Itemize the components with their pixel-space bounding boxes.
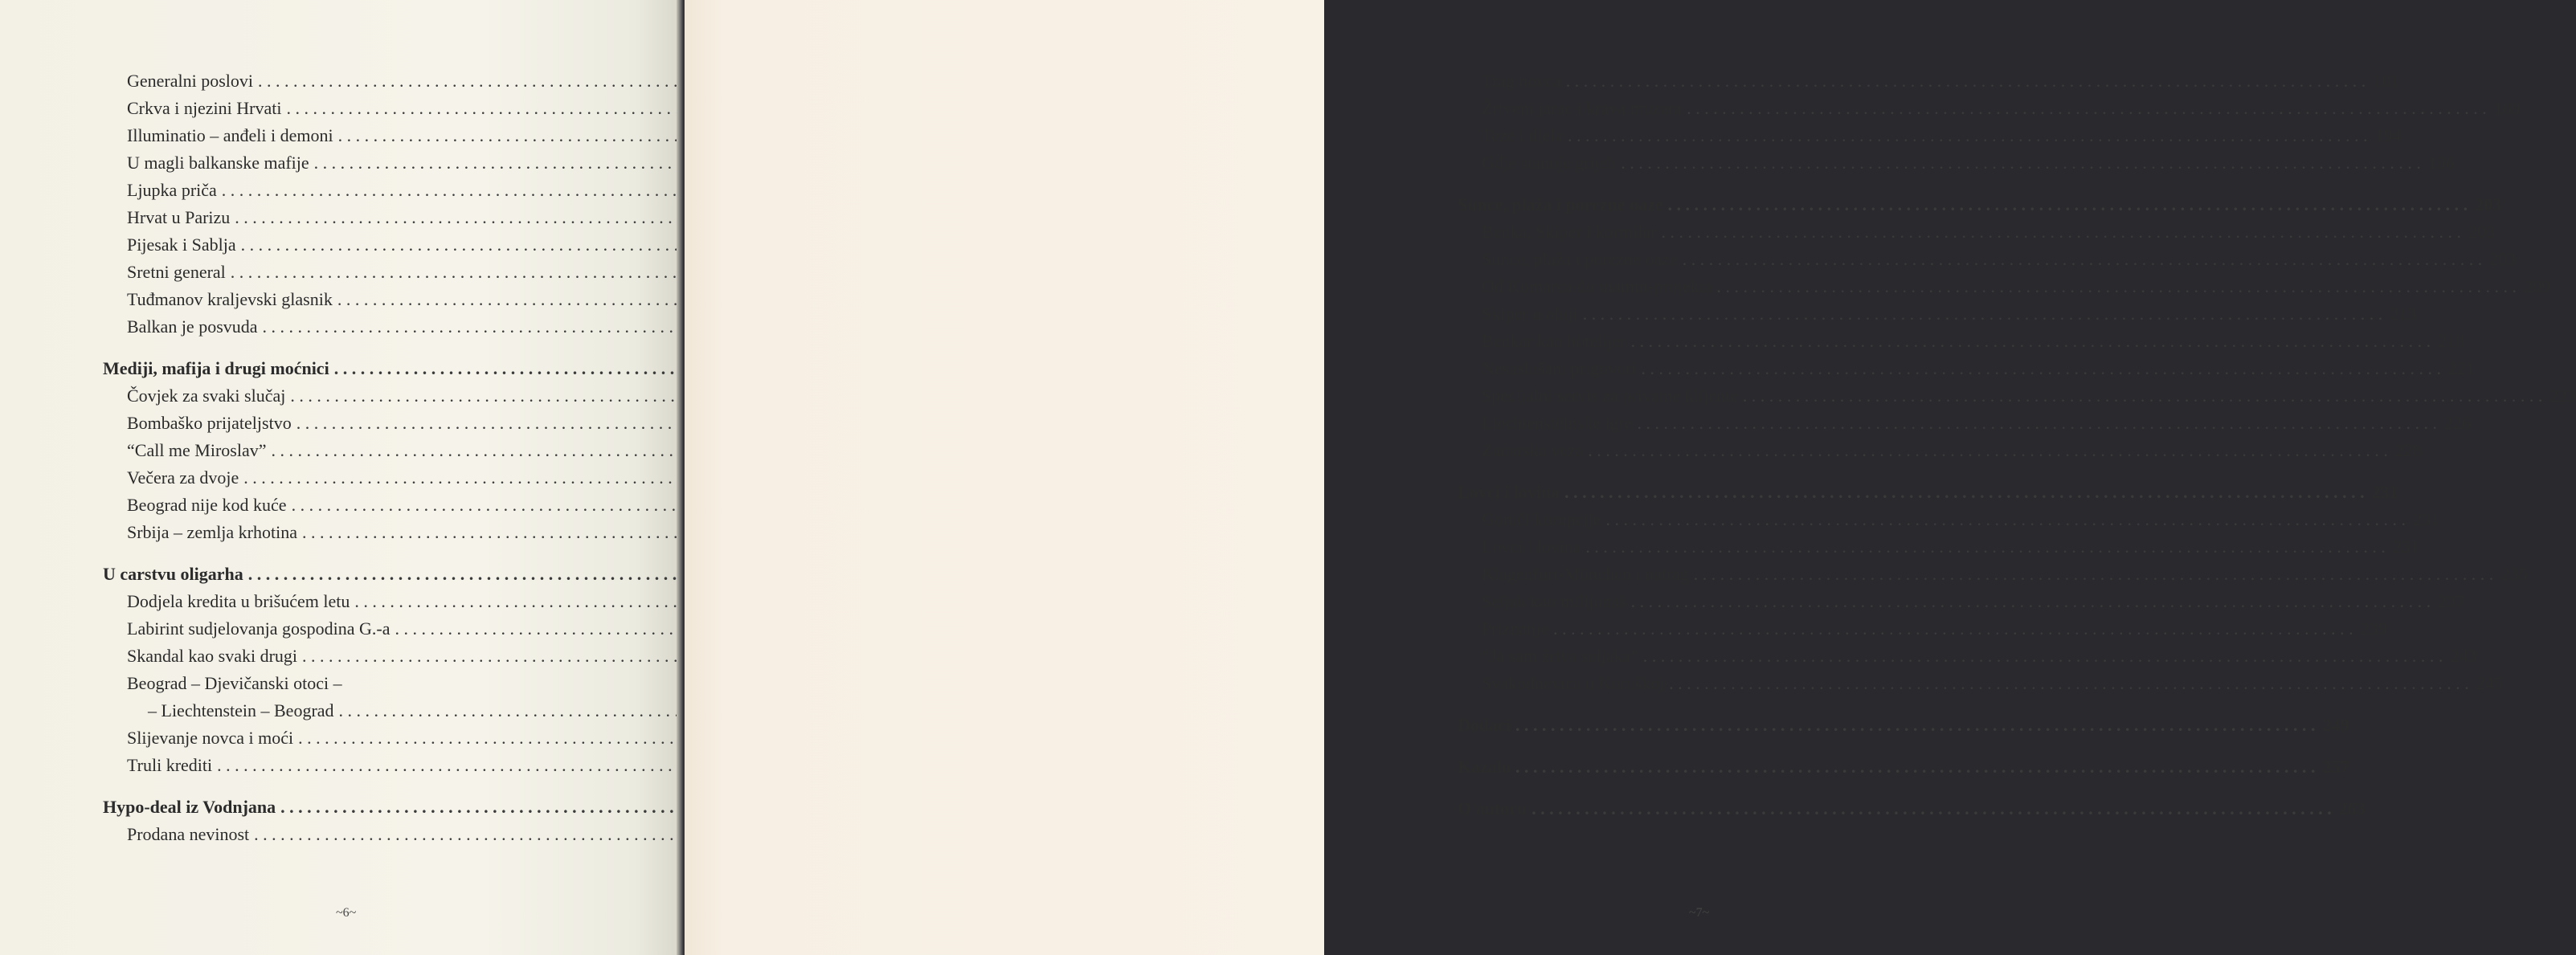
toc-entry-title: Priznanje (1482, 618, 1549, 639)
toc-leader-dots (1531, 798, 2332, 819)
toc-entry-title: Beograd nije kod kuće (127, 495, 287, 515)
toc-section-entry (1458, 276, 2551, 304)
toc-entry-title: Žrtveni jarac i krava muzara (1482, 98, 1683, 118)
toc-entry-title: Sretni general (127, 262, 226, 282)
toc-leader-dots (1643, 646, 2443, 667)
toc-entry-title: Tuđmanov kraljevski glasnik (127, 289, 333, 309)
toc-chapter-entry (103, 797, 595, 824)
toc-leader-dots (1694, 564, 2494, 585)
toc-section-entry (103, 591, 595, 618)
toc-entry-title: “Call me Miroslav” (127, 440, 267, 460)
toc-leader-dots (1638, 413, 2438, 434)
toc-entry-title: Od Komarca do mamut-projekta (1482, 276, 1712, 296)
toc-section-entry (1458, 125, 2402, 153)
toc-leader-dots (1515, 715, 2316, 736)
toc-entry-page-number: 213 (2390, 304, 2417, 324)
toc-entry-title: Srbija – zemlja krhotina (127, 522, 297, 542)
toc-entry-title: Večera za dvoje (127, 467, 239, 488)
toc-leader-dots (1641, 358, 2441, 379)
toc-section-entry (1458, 358, 2475, 386)
toc-entry-title: Bombaško prijateljstvo (127, 413, 292, 433)
toc-entry-title: Generalni poslovi (127, 71, 254, 91)
toc-section-entry (103, 522, 595, 549)
toc-section-entry (103, 755, 595, 782)
toc-leader-dots (1717, 276, 2517, 297)
toc-leader-dots (1621, 153, 2421, 173)
toc-section-entry (103, 413, 595, 440)
toc-entry-page-number: 223 (2549, 386, 2576, 406)
toc-entry-title: O autoru (1458, 798, 1527, 818)
toc-entry-page-number: 231 (2392, 537, 2419, 557)
toc-chapter-entry (1458, 757, 2349, 784)
toc-section-entry (103, 728, 595, 755)
toc-entry-title: Beograd – Djevičanski otoci – (127, 673, 342, 693)
toc-entry-page-number: 235 (2500, 564, 2528, 584)
toc-section-entry (103, 207, 595, 235)
toc-entry-title: Liechtensteinske igre (1482, 413, 1633, 433)
toc-entry-page-number: 203 (2468, 222, 2496, 242)
toc-entry-page-number: 203 (2475, 194, 2502, 214)
toc-leader-dots (1585, 537, 2386, 557)
toc-entry-page-number: 239 (2360, 618, 2387, 639)
toc-entry-page-number: 257 (2322, 757, 2349, 777)
toc-section-entry (1458, 386, 2576, 413)
toc-leader-dots (1588, 440, 2388, 461)
toc-entry-title: Seljak kao milijunaš (1482, 591, 1626, 611)
toc-section-entry (103, 700, 595, 728)
toc-section-entry (1458, 591, 2465, 618)
left-page (0, 0, 683, 955)
toc-entry-title: – Liechtenstein – Beograd (148, 700, 334, 720)
toc-section-entry (1458, 98, 2521, 125)
toc-section-entry (103, 673, 595, 700)
toc-entry-title: Ljupka priča (127, 180, 217, 200)
toc-entry-page-number: 203 (2489, 249, 2517, 269)
toc-entry-title: Pijesak i Sablja (127, 235, 236, 255)
toc-entry-title: Goniči korupcije (1482, 509, 1601, 529)
toc-entry-title: “Ja sam žrtva seljaka” (1482, 646, 1638, 666)
toc-entry-page-number: 237 (2438, 591, 2465, 611)
toc-entry-page-number: 249 (2322, 715, 2349, 735)
toc-entry-title: Illuminatio – anđeli i demoni (127, 125, 333, 145)
toc-right (1458, 71, 2576, 826)
toc-entry-title: Kazalo (1458, 757, 1511, 777)
toc-entry-page-number: 189 (2493, 98, 2521, 118)
toc-section-entry (1458, 413, 2472, 440)
toc-section-entry (1458, 222, 2496, 249)
toc-entry-page-number: 196 (2427, 153, 2455, 173)
toc-leader-dots (1515, 757, 2316, 777)
toc-entry-title: Hrvat u Parizu (127, 207, 231, 227)
toc-entry-title: Lovci i lovina (1458, 482, 1560, 502)
toc-entry-title: U carstvu oligarha (103, 564, 243, 584)
toc-section-entry (103, 125, 595, 153)
page-number-7: ~7~ (1689, 906, 1710, 920)
toc-section-entry (1458, 509, 2439, 537)
toc-entry-title: Labirint sudjelovanja gospodina G.-a (127, 618, 390, 639)
toc-entry-title: Crkva i njezini Hrvati (127, 98, 282, 118)
toc-section-entry (103, 467, 595, 495)
toc-entry-title: Lovci i lovina (1482, 537, 1581, 557)
toc-section-entry (103, 618, 595, 646)
toc-entry-title: Klagenfurt-München i natrag (1482, 564, 1689, 584)
toc-entry-title: Banka, Skiper i kormilar (1482, 222, 1657, 242)
toc-chapter-entry (1458, 194, 2502, 222)
toc-entry-page-number: 263 (2338, 798, 2365, 818)
toc-leader-dots (1605, 509, 2406, 530)
toc-section-entry (103, 386, 595, 413)
toc-chapter-entry (1458, 482, 2398, 509)
toc-chapter-entry (103, 358, 595, 386)
toc-entry-title: Skiper u oluji (1482, 304, 1578, 324)
right-page (685, 0, 2576, 955)
toc-entry-page-number: 218 (2438, 331, 2465, 351)
toc-section-entry (1458, 153, 2455, 180)
toc-chapter-entry (1458, 715, 2349, 742)
toc-entry-page-number: 226 (2444, 413, 2472, 433)
toc-leader-dots (1687, 98, 2487, 119)
toc-entry-page-number: 221 (2447, 358, 2475, 378)
toc-entry-page-number: 231 (2412, 509, 2439, 529)
toc-section-entry (1458, 646, 2477, 673)
toc-chapter-entry (1458, 798, 2365, 826)
toc-entry-title: Gdje stanuje grijeh (1482, 153, 1617, 173)
toc-leader-dots (1683, 249, 2483, 270)
toc-section-entry (103, 235, 595, 262)
toc-chapter-entry (103, 564, 595, 591)
toc-entry-title: Čovjek za svaki slučaj (127, 386, 286, 406)
toc-entry-title: Balkan je posvuda (127, 316, 258, 337)
toc-section-entry (1458, 71, 2400, 98)
toc-entry-title: Trag novca (1482, 71, 1561, 91)
toc-entry-title: Specijalni servis za privatne klijente (1482, 386, 1738, 406)
toc-section-entry (103, 824, 595, 851)
toc-leader-dots (1564, 482, 2365, 503)
toc-entry-page-number: 231 (2371, 482, 2398, 502)
toc-section-entry (103, 440, 595, 467)
toc-leader-dots (1669, 673, 2469, 694)
toc-leader-dots (1631, 591, 2431, 612)
toc-entry-title: Svakodnevica u Koruškoj (1482, 673, 1665, 693)
toc-leader-dots (1662, 222, 2462, 243)
toc-section-entry (103, 646, 595, 673)
toc-section-entry (1458, 537, 2419, 564)
toc-entry-title: Sunce, plaža i porezne oaze (1482, 249, 1678, 269)
toc-leader-dots (1568, 125, 2368, 146)
toc-section-entry (1458, 304, 2417, 331)
toc-left (103, 71, 595, 851)
toc-entry-title: Truli krediti (127, 755, 213, 775)
toc-leader-dots (1668, 194, 2468, 215)
toc-section-entry (1458, 440, 2422, 467)
toc-section-entry (1458, 249, 2517, 276)
toc-section-entry (103, 495, 595, 522)
toc-entry-title: Sunce, plaža i porezne oaze (1458, 194, 1663, 214)
toc-section-entry (103, 289, 595, 316)
toc-entry-title: Dodjela kredita u brišućem letu (127, 591, 350, 611)
toc-entry-title: Nesaslušani prigovori (1482, 358, 1637, 378)
toc-leader-dots (1631, 331, 2431, 352)
toc-section-entry (1458, 331, 2465, 358)
toc-section-entry (1458, 618, 2387, 646)
toc-entry-page-number: 181 (2373, 71, 2400, 91)
toc-section-entry (103, 316, 595, 344)
toc-section-entry (103, 98, 595, 125)
toc-entry-page-number: 209 (2524, 276, 2551, 296)
toc-entry-title: Slijevanje novca i moći (127, 728, 294, 748)
toc-section-entry (103, 153, 595, 180)
toc-entry-title: Bankar kao hotelijer (1482, 331, 1626, 351)
toc-section-entry (1458, 564, 2528, 591)
toc-entry-page-number: 245 (2476, 673, 2503, 693)
toc-entry-title: Mediji, mafija i drugi moćnici (103, 358, 329, 378)
toc-entry-title: Prodana nevinost (127, 824, 250, 844)
toc-entry-title: Teze i djela (1482, 125, 1564, 145)
toc-leader-dots (1743, 386, 2543, 406)
toc-section-entry (1458, 673, 2503, 700)
toc-entry-page-number: 228 (2394, 440, 2422, 460)
toc-entry-page-number: 194 (2374, 125, 2402, 145)
toc-entry-page-number: 243 (2450, 646, 2477, 666)
toc-entry-title: Hypo-deal iz Vodnjana (103, 797, 276, 817)
toc-entry-title: U magli balkanske mafije (127, 153, 309, 173)
toc-entry-title: Dodaci (1458, 715, 1511, 735)
toc-entry-title: Skandal kao svaki drugi (127, 646, 298, 666)
toc-leader-dots (1583, 304, 2383, 324)
toc-leader-dots (1553, 618, 2353, 639)
toc-section-entry (103, 71, 595, 98)
toc-section-entry (103, 262, 595, 289)
toc-leader-dots (1566, 71, 2366, 92)
toc-section-entry (103, 180, 595, 207)
toc-entry-title: Zadarska veza (1482, 440, 1584, 460)
page-number-6: ~6~ (336, 906, 357, 920)
